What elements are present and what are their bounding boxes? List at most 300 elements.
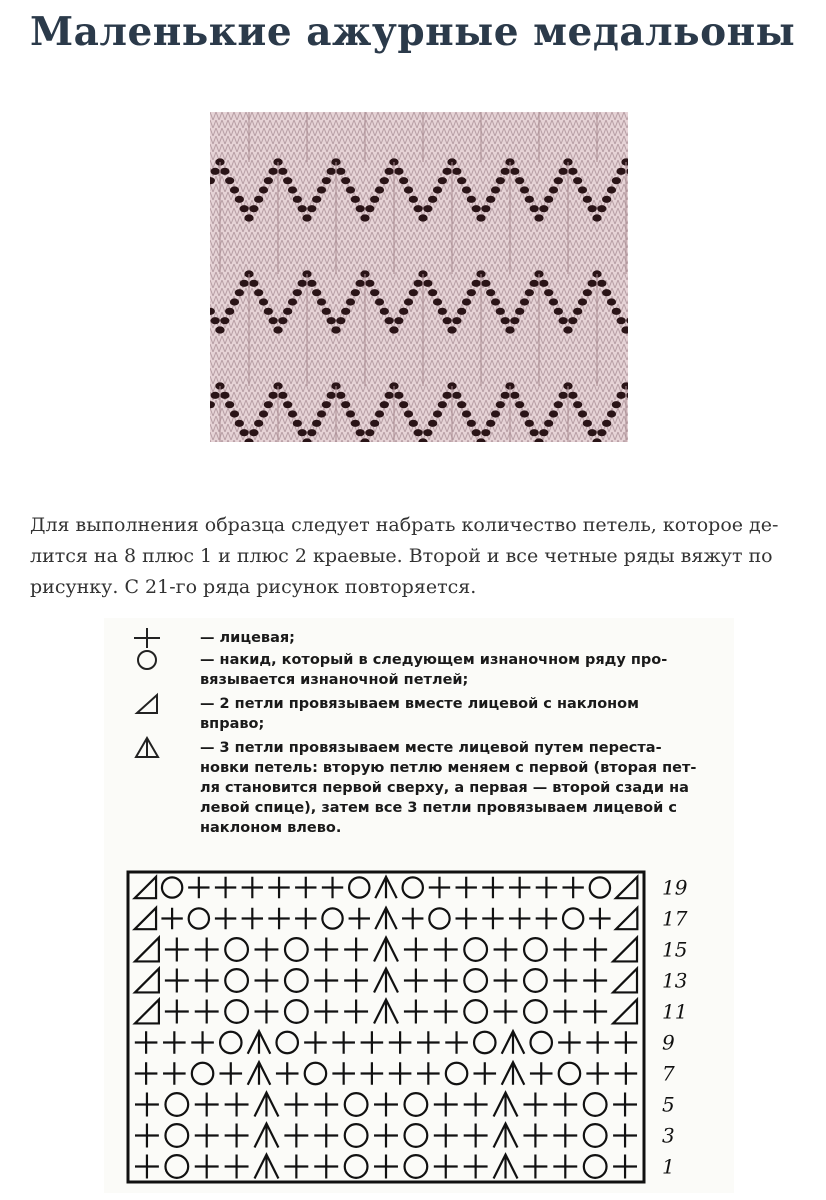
chart-stitch-yarn-over [285,1000,308,1023]
eyelet-hole [283,401,292,408]
eyelet-hole [414,280,423,287]
eyelet-hole [525,420,534,427]
chart-stitch-yarn-over [220,1032,241,1053]
chart-stitch-knit [613,1093,637,1117]
legend-text: ля становится первой сверху, а первая — второй сзади на [200,780,689,796]
chart-stitch-yarn-over [189,908,209,928]
chart-stitch-knit [322,877,343,898]
eyelet-hole [278,168,287,175]
eyelet-hole [394,317,403,324]
legend-text: вязывается изнаночной петлей; [200,672,469,688]
chart-stitch-knit [417,1031,440,1054]
eyelet-hole [375,410,384,417]
chart-stitch-knit [163,1031,186,1054]
chart-stitch-yarn-over [165,1093,188,1116]
chart-stitch-knit [434,1124,458,1148]
chart-stitch-knit [225,1155,249,1179]
eyelet-hole [293,196,302,203]
eyelet-hole [404,186,413,193]
eyelet-hole [549,410,558,417]
eyelet-hole [273,326,282,333]
chart-stitch-knit [402,908,423,929]
chart-stitch-yarn-over [349,877,369,897]
legend-text: — накид, который в следующем изнаночном ряду про- [200,652,668,668]
chart-stitch-yarn-over [464,938,487,961]
eyelet-hole [462,410,471,417]
eyelet-hole [588,280,597,287]
eyelet-hole [269,392,278,399]
eyelet-hole [370,289,379,296]
chart-stitch-knit [434,1155,458,1179]
eyelet-hole [612,308,621,315]
eyelet-hole [365,429,374,436]
legend-text: наклоном влево. [200,820,342,836]
chart-stitch-knit [553,1155,577,1179]
eyelet-hole [539,280,548,287]
chart-stitch-yarn-over [225,969,248,992]
eyelet-hole [573,177,582,184]
legend-text: новки петель: вторую петлю меняем с первой (вторая пет- [200,760,697,776]
eyelet-hole [438,308,447,315]
chart-stitch-knit [314,1155,338,1179]
eyelet-hole [452,392,461,399]
chart-stitch-knit [314,938,338,962]
chart-stitch-knit [344,969,368,993]
chart-stitch-knit [284,1155,308,1179]
eyelet-hole [346,298,355,305]
chart-stitch-knit [562,877,583,898]
eyelet-hole [423,280,432,287]
eyelet-hole [481,205,490,212]
row-number-label: 17 [662,906,688,931]
eyelet-hole [443,392,452,399]
chart-stitch-k3tog [374,1000,398,1024]
chart-stitch-knit [553,969,577,993]
eyelet-hole [443,168,452,175]
chart-stitch-yarn-over [305,1063,326,1084]
chart-stitch-yarn-over [524,1000,547,1023]
plus-icon [130,626,164,650]
knitting-photo [210,112,628,442]
chart-stitch-knit [456,908,477,929]
eyelet-hole [341,308,350,315]
chart-stitch-knit [523,1093,547,1117]
chart-stitch-knit [344,938,368,962]
eyelet-hole [568,392,577,399]
eyelet-hole [423,429,432,436]
chart-stitch-k3tog [248,1031,271,1054]
chart-stitch-yarn-over [524,938,547,961]
chart-stitch-yarn-over [192,1063,213,1084]
chart-stitch-knit [215,908,236,929]
eyelet-hole [578,298,587,305]
eyelet-hole [225,401,234,408]
eyelet-hole [380,177,389,184]
chart-stitch-knit [429,877,450,898]
page-title: Маленькие ажурные медальоны [30,9,796,55]
chart-stitch-yarn-over [429,908,449,928]
chart-stitch-k2tog [613,1000,637,1024]
eyelet-hole [583,420,592,427]
eyelet-hole [288,298,297,305]
peak-icon [130,736,164,760]
eyelet-hole [549,186,558,193]
eyelet-hole [457,401,466,408]
eyelet-hole [544,420,553,427]
eyelet-hole [293,289,302,296]
eyelet-hole [283,308,292,315]
chart-stitch-knit [195,1124,219,1148]
chart-stitch-k3tog [494,1093,518,1117]
chart-stitch-knit [464,1093,488,1117]
eyelet-hole [510,168,519,175]
eyelet-hole [510,317,519,324]
chart-stitch-knit [589,908,610,929]
chart-stitch-knit [135,1062,158,1085]
chart-stitch-yarn-over [530,1032,551,1053]
eyelet-hole [409,196,418,203]
eyelet-hole [612,177,621,184]
eyelet-hole [447,326,456,333]
eyelet-hole [573,401,582,408]
eyelet-hole [559,317,568,324]
chart-stitch-knit [188,877,209,898]
chart-stitch-k2tog [613,969,637,993]
chart-stitch-knit [482,877,503,898]
eyelet-hole [597,280,606,287]
eyelet-hole [501,168,510,175]
eyelet-hole [365,205,374,212]
chart-stitch-k3tog [502,1062,525,1085]
eyelet-hole [220,392,229,399]
eyelet-hole [211,392,220,399]
eyelet-hole [269,317,278,324]
chart-stitch-knit [295,908,316,929]
chart-stitch-yarn-over [464,969,487,992]
chart-stitch-yarn-over [405,1093,428,1116]
eyelet-hole [269,168,278,175]
eyelet-hole [491,410,500,417]
row-number-label: 3 [662,1123,675,1148]
row-number-label: 11 [662,999,688,1024]
eyelet-hole [520,298,529,305]
chart-stitch-knit [344,1000,368,1024]
chart-stitch-knit [314,1124,338,1148]
chart-stitch-knit [445,1031,468,1054]
chart-stitch-knit [195,1000,219,1024]
eyelet-hole [462,186,471,193]
chart-stitch-yarn-over [345,1093,368,1116]
paragraph-line: Для выполнения образца следует набрать количество петель, которое де- [30,514,779,536]
chart-stitch-knit [615,1062,638,1085]
chart-stitch-knit [225,1093,249,1117]
eyelet-hole [544,289,553,296]
eyelet-hole [249,429,258,436]
eyelet-hole [409,420,418,427]
chart-stitch-yarn-over [559,1063,580,1084]
eyelet-hole [375,298,384,305]
chart-stitch-knit [509,877,530,898]
chart-stitch-knit [464,1124,488,1148]
eyelet-hole [578,410,587,417]
row-number-label: 7 [662,1061,675,1086]
eyelet-hole [351,196,360,203]
eyelet-hole [568,317,577,324]
row-number-label: 15 [662,937,688,962]
chart-stitch-knit [536,908,557,929]
eyelet-hole [259,298,268,305]
eyelet-hole [211,168,220,175]
eyelet-hole [452,168,461,175]
eyelet-hole [322,308,331,315]
eyelet-hole [607,410,616,417]
eyelet-hole [336,168,345,175]
chart-stitch-knit [332,1031,355,1054]
eyelet-hole [597,205,606,212]
chart-stitch-knit [434,1093,458,1117]
eyelet-hole [312,196,321,203]
chart-stitch-knit [135,1155,159,1179]
chart-stitch-k3tog [375,908,396,929]
eyelet-hole [298,205,307,212]
pattern-scan [104,618,734,1193]
eyelet-hole [496,401,505,408]
eyelet-hole [467,196,476,203]
chart-stitch-knit [191,1031,214,1054]
eyelet-hole [501,392,510,399]
eyelet-hole [312,289,321,296]
eyelet-hole [515,308,524,315]
eyelet-hole [385,168,394,175]
eyelet-hole [452,317,461,324]
chart-stitch-k2tog [616,908,637,929]
eyelet-hole [302,214,311,221]
eyelet-hole [496,308,505,315]
eyelet-hole [259,186,268,193]
chart-stitch-knit [295,877,316,898]
eyelet-hole [612,401,621,408]
chart-stitch-k3tog [255,1155,279,1179]
eyelet-hole [235,196,244,203]
eyelet-hole [225,177,234,184]
eyelet-hole [617,392,626,399]
chart-stitch-knit [417,1062,440,1085]
chart-stitch-k2tog [135,969,159,993]
paragraph-line: лится на 8 плюс 1 и плюс 2 краевые. Второй и все четные ряды вяжут по [30,545,773,567]
chart-stitch-knit [482,908,503,929]
eyelet-hole [438,401,447,408]
eyelet-hole [341,177,350,184]
eyelet-hole [230,410,239,417]
chart-stitch-yarn-over [584,1124,607,1147]
chart-stitch-knit [332,1062,355,1085]
chart-stitch-knit [163,1062,186,1085]
chart-stitch-knit [389,1062,412,1085]
eyelet-hole [505,326,514,333]
paragraph-line: рисунку. С 21-го ряда рисунок повторяется. [30,576,477,598]
eyelet-hole [351,289,360,296]
chart-stitch-knit [494,1000,518,1024]
chart-stitch-knit [165,969,189,993]
eyelet-hole [428,420,437,427]
eyelet-hole [399,177,408,184]
chart-stitch-knit [583,1000,607,1024]
eyelet-hole [602,420,611,427]
chart-stitch-knit [314,1000,338,1024]
eyelet-hole [563,326,572,333]
chart-stitch-knit [374,1124,398,1148]
eyelet-hole [515,177,524,184]
chart-stitch-knit [553,1000,577,1024]
chart-stitch-knit [523,1124,547,1148]
eyelet-hole [356,205,365,212]
eyelet-hole [486,196,495,203]
chart-stitch-k2tog [135,908,156,929]
chart-stitch-knit [255,969,279,993]
legend-text: — 3 петли провязываем месте лицевой путем переста- [200,740,662,756]
eyelet-hole [327,317,336,324]
eyelet-hole [491,186,500,193]
eyelet-hole [235,420,244,427]
eyelet-hole [278,317,287,324]
eyelet-hole [525,289,534,296]
chart-stitch-knit [165,1000,189,1024]
instructions-paragraph [30,510,790,603]
eyelet-hole [530,205,539,212]
chart-stitch-knit [195,1155,219,1179]
eyelet-hole [559,168,568,175]
chart-stitch-k3tog [248,1062,271,1085]
legend-text: левой спице), затем все 3 петли провязываем лицевой с [200,800,677,816]
chart-stitch-yarn-over [285,969,308,992]
eyelet-hole [254,289,263,296]
chart-stitch-k3tog [375,877,396,898]
chart-stitch-knit [219,1062,242,1085]
chart-stitch-knit [613,1124,637,1148]
eyelet-hole [414,429,423,436]
chart-stitch-knit [615,1031,638,1054]
chart-stitch-knit [135,1124,159,1148]
chart-stitch-knit [583,969,607,993]
eyelet-hole [240,205,249,212]
eyelet-hole [215,326,224,333]
eyelet-hole [317,410,326,417]
eyelet-hole [472,205,481,212]
eyelet-hole [481,280,490,287]
eyelet-hole [578,186,587,193]
chart-stitch-yarn-over [345,1124,368,1147]
chart-stitch-knit [268,908,289,929]
eyelet-hole [399,401,408,408]
eyelet-hole [404,410,413,417]
eyelet-hole [351,420,360,427]
chart-stitch-knit [215,877,236,898]
eyelet-hole [225,308,234,315]
eyelet-hole [491,298,500,305]
eyelet-hole [220,168,229,175]
eyelet-hole [254,196,263,203]
chart-stitch-yarn-over [225,938,248,961]
eyelet-hole [602,289,611,296]
chart-stitch-yarn-over [584,1155,607,1178]
circle-icon [130,648,164,672]
eyelet-hole [597,429,606,436]
chart-stitch-k2tog [135,1000,159,1024]
eyelet-hole [317,298,326,305]
chart-stitch-knit [314,969,338,993]
row-number-label: 1 [662,1154,675,1179]
eyelet-hole [476,214,485,221]
eyelet-hole [573,308,582,315]
chart-stitch-knit [536,877,557,898]
chart-stitch-knit [255,938,279,962]
eyelet-hole [467,420,476,427]
eyelet-hole [264,401,273,408]
chart-stitch-yarn-over [590,877,610,897]
eyelet-hole [356,280,365,287]
eyelet-hole [307,280,316,287]
chart-stitch-knit [494,969,518,993]
chart-stitch-knit [553,1093,577,1117]
chart-stitch-knit [255,1000,279,1024]
eyelet-hole [389,326,398,333]
eyelet-hole [220,317,229,324]
chart-stitch-knit [434,1000,458,1024]
eyelet-hole [346,186,355,193]
eyelet-hole [544,196,553,203]
chart-stitch-knit [509,908,530,929]
chart-stitch-yarn-over [162,877,182,897]
eyelet-hole [607,186,616,193]
eyelet-hole [341,401,350,408]
eyelet-hole [472,280,481,287]
chart-stitch-knit [135,1031,158,1054]
eyelet-hole [264,177,273,184]
chart-stitch-knit [361,1062,384,1085]
eyelet-hole [481,429,490,436]
eyelet-hole [433,186,442,193]
legend-text: — 2 петли провязываем вместе лицевой с наклоном [200,696,640,712]
chart-stitch-knit [404,969,428,993]
chart-stitch-yarn-over [322,908,342,928]
chart-stitch-yarn-over [285,938,308,961]
eyelet-hole [394,392,403,399]
eyelet-hole [259,410,268,417]
chart-stitch-yarn-over [464,1000,487,1023]
chart-stitch-yarn-over [474,1032,495,1053]
chart-stitch-knit [161,908,182,929]
eyelet-hole [346,410,355,417]
eyelet-hole [404,298,413,305]
eyelet-hole [467,289,476,296]
eyelet-hole [283,177,292,184]
eyelet-hole [462,298,471,305]
chart-stitch-k3tog [255,1093,279,1117]
eyelet-hole [244,214,253,221]
chart-stitch-yarn-over [584,1093,607,1116]
eyelet-hole [409,289,418,296]
eyelet-hole [264,308,273,315]
eyelet-hole [249,280,258,287]
eyelet-hole [607,298,616,305]
eyelet-hole [472,429,481,436]
row-number-label: 9 [662,1030,675,1055]
eyelet-hole [428,289,437,296]
chart-stitch-yarn-over [165,1155,188,1178]
chart-stitch-knit [586,1031,609,1054]
chart-stitch-knit [349,908,370,929]
chart-stitch-knit [268,877,289,898]
